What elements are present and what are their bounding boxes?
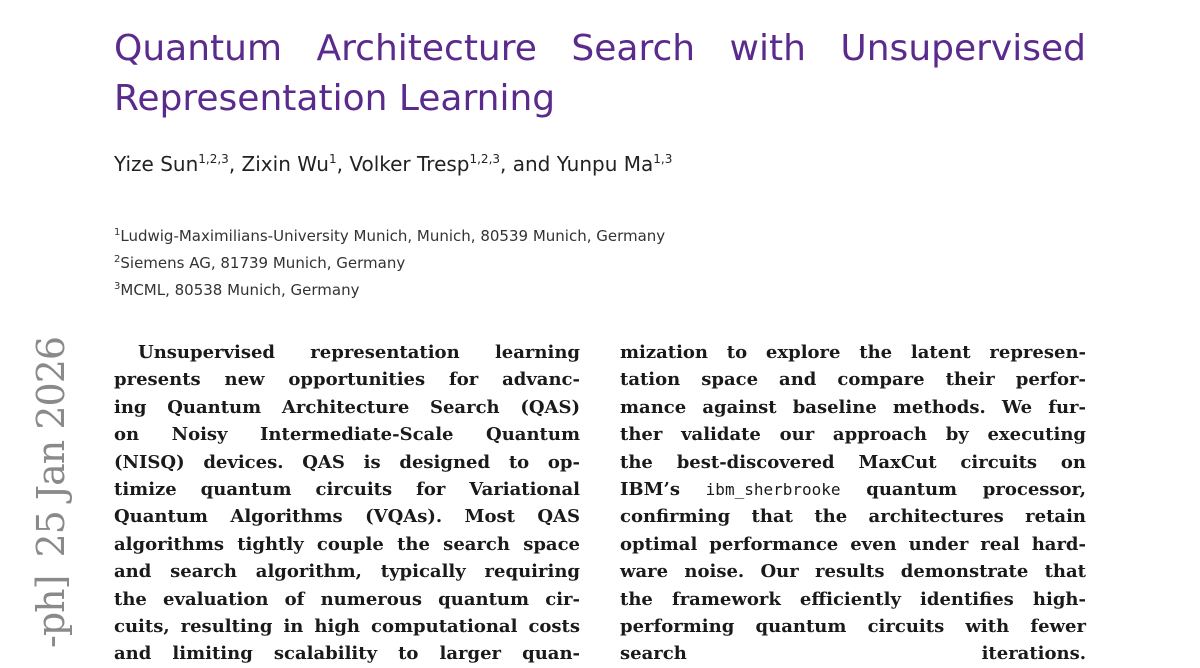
author-separator: , and	[500, 152, 557, 176]
abstract-line: and search algorithm, typically requiring	[114, 561, 580, 583]
affiliation-list	[114, 223, 665, 304]
abstract-line: presents new opportunities for advanc-	[114, 369, 580, 391]
abstract-line: mance against baseline methods. We fur-	[620, 396, 1086, 418]
abstract-line: tation space and compare their perfor-	[620, 369, 1086, 391]
abstract-line: Unsupervised representation learning	[138, 342, 580, 363]
abstract-line: timize quantum circuits for Variational	[114, 478, 580, 500]
author-name: Yize Sun	[114, 152, 199, 176]
arxiv-side-stamp	[31, 319, 71, 648]
abstract-line: the framework efficiently identifies high-	[620, 588, 1086, 610]
paper-title	[114, 24, 1086, 124]
paper-title-line-2: Representation Learning	[114, 78, 556, 119]
author-affiliation-mark: 1,3	[653, 152, 673, 166]
abstract-line	[620, 476, 1086, 503]
affiliation-text: Siemens AG, 81739 Munich, Germany	[120, 254, 406, 272]
abstract-line: ther validate our approach by executing	[620, 424, 1086, 446]
abstract-line: optimal performance even under real hard-	[620, 533, 1086, 555]
paper-title-line-1: Quantum Architecture Search with Unsupervised	[114, 28, 1086, 69]
author-affiliation-mark: 1,2,3	[469, 152, 501, 166]
abstract-line: cuits, resulting in high computational costs	[114, 615, 580, 637]
abstract-line: the evaluation of numerous quantum cir-	[114, 588, 580, 610]
arxiv-category: -ph]	[29, 575, 73, 648]
affiliation-text: MCML, 80538 Munich, Germany	[120, 281, 360, 299]
affiliation-mark: 3	[114, 281, 121, 292]
author-affiliation-mark: 1	[328, 152, 337, 166]
abstract-line: the best-discovered MaxCut circuits on	[620, 451, 1086, 473]
affiliation-text: Ludwig-Maximilians-University Munich, Munich, 80539 Munich, Germany	[120, 227, 666, 245]
author-list	[114, 150, 672, 178]
author-affiliation-mark: 1,2,3	[198, 152, 229, 166]
author-separator: ,	[228, 152, 242, 176]
abstract-line: Quantum Algorithms (VQAs). Most QAS	[114, 506, 580, 528]
processor-name-code: ibm_sherbrooke	[705, 479, 841, 499]
abstract-line: algorithms tightly couple the search space	[114, 533, 580, 555]
author-name: Volker Tresp	[349, 152, 470, 176]
author-name: Zixin Wu	[241, 152, 329, 176]
abstract-text: IBM’s	[620, 478, 706, 500]
abstract-line: and limiting scalability to larger quan-	[114, 643, 580, 665]
abstract-line: confirming that the architectures retain	[620, 506, 1086, 528]
abstract-line: (NISQ) devices. QAS is designed to op-	[114, 451, 580, 473]
abstract-line: on Noisy Intermediate-Scale Quantum	[114, 424, 580, 446]
abstract-column-right	[620, 339, 1086, 668]
affiliation-item	[114, 277, 665, 304]
abstract-line: ing Quantum Architecture Search (QAS)	[114, 396, 580, 418]
affiliation-item	[114, 223, 665, 250]
author-separator: ,	[336, 152, 350, 176]
affiliation-mark: 2	[114, 254, 121, 265]
author-name: Yunpu Ma	[556, 152, 654, 176]
abstract-line: performing quantum circuits with fewer	[620, 615, 1086, 637]
abstract-line: ware noise. Our results demonstrate that	[620, 561, 1086, 583]
abstract-column-left	[114, 339, 580, 668]
abstract-line: mization to explore the latent represen-	[620, 342, 1086, 363]
affiliation-mark: 1	[114, 227, 121, 238]
affiliation-item	[114, 250, 665, 277]
abstract-text: quantum processor,	[840, 478, 1087, 500]
arxiv-date: 25 Jan 2026	[29, 336, 73, 558]
abstract-line: search iterations.	[620, 643, 1086, 665]
